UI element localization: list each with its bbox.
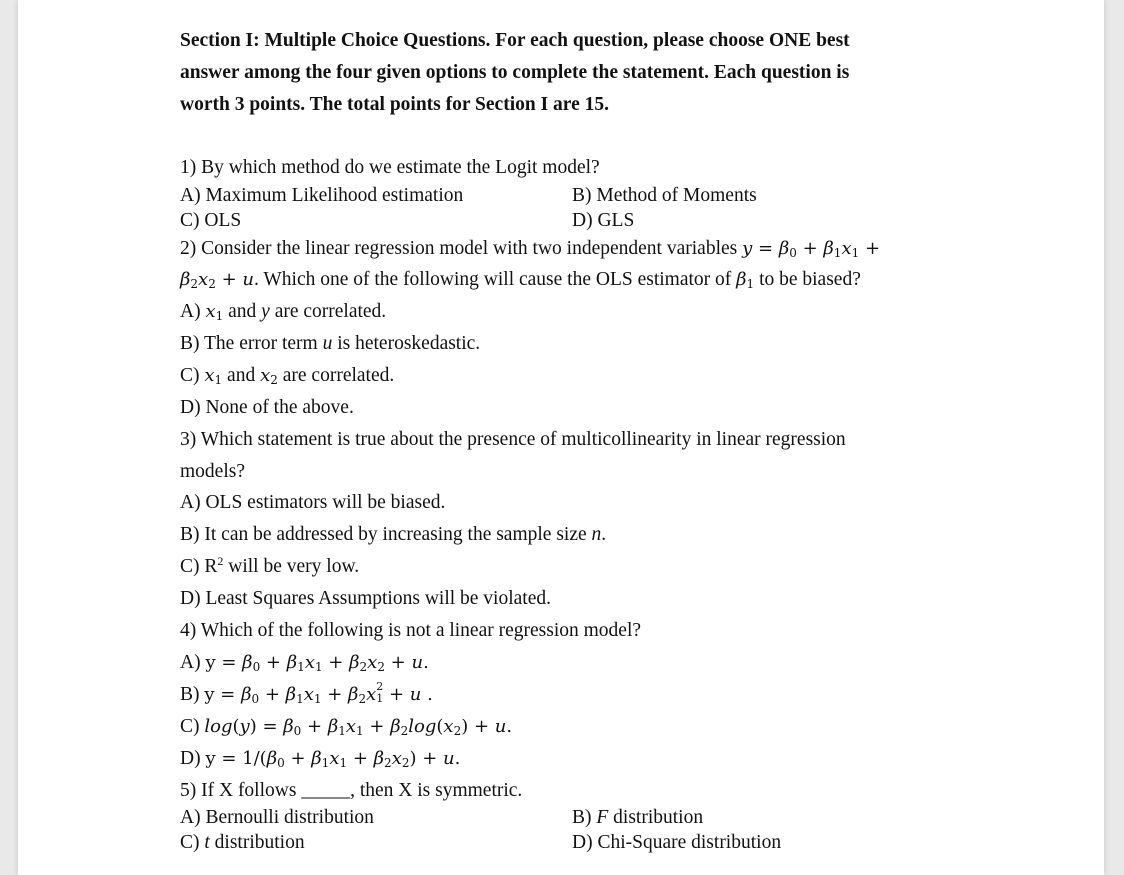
q2-stem-mid: . Which one of the following will cause the OLS estimator of — [253, 269, 737, 290]
q2-option-b: B) The error term u is heteroskedastic. — [180, 333, 481, 354]
q5-option-c: C) t distribution — [180, 832, 305, 853]
q3-option-c: C) $R^2$ will be very low. — [180, 554, 360, 577]
q5-option-b: B) F distribution — [572, 807, 704, 828]
q1-option-d: D) GLS — [572, 210, 635, 231]
q3-stem-line-2: models? — [180, 461, 245, 482]
section-header-line-1: Section I: Multiple Choice Questions. For each question, please choose ONE best — [180, 30, 850, 51]
q4-option-a: A) y = β0 + β1x1 + β2x2 + u. — [180, 652, 429, 674]
q3-option-b: B) It can be addressed by increasing the sample size n. — [180, 524, 607, 545]
q3-stem-line-1: 3) Which statement is true about the presence of multicollinearity in linear regression — [180, 429, 846, 450]
section-header-line-2: answer among the four given options to complete the statement. Each question is — [180, 62, 850, 83]
q2-stem-line-1: 2) Consider the linear regression model with two independent variables y = β0 + β1x1 + — [180, 238, 881, 260]
q4-option-b: B) y = β0 + β1x1 + β2x 2 1 + u . — [180, 680, 433, 706]
q2-stem-line-2: β2x2 + u. Which one of the following will cause the OLS estimator of β1 to be biased? — [180, 269, 861, 291]
q2-equation-part-1: y — [742, 238, 753, 259]
q5-stem: 5) If X follows _____, then X is symmetric. — [180, 780, 523, 801]
section-header-line-3: worth 3 points. The total points for Section I are 15. — [180, 94, 610, 115]
q2-stem-text: 2) Consider the linear regression model with two independent variables — [180, 238, 743, 259]
q2-stem-end: to be biased? — [754, 269, 861, 290]
q5-option-d: D) Chi-Square distribution — [572, 832, 782, 853]
q2-option-d: D) None of the above. — [180, 397, 354, 418]
q5-blank: _____ — [301, 780, 351, 801]
q4-option-d: D) y = 1/(β0 + β1x1 + β2x2) + u. — [180, 748, 461, 770]
q2-option-c: C) x1 and x2 are correlated. — [180, 365, 395, 387]
q1-option-b: B) Method of Moments — [572, 185, 757, 206]
q2-option-a: A) x1 and y are correlated. — [180, 301, 387, 323]
q5-option-a: A) Bernoulli distribution — [180, 807, 374, 828]
q3-option-d: D) Least Squares Assumptions will be violated. — [180, 588, 551, 609]
q1-option-a: A) Maximum Likelihood estimation — [180, 185, 464, 206]
q2-equation-part-2: β — [180, 269, 191, 290]
q4-stem: 4) Which of the following is not a linear regression model? — [180, 620, 642, 641]
q4-option-c: C) log(y) = β0 + β1x1 + β2log(x2) + u. — [180, 716, 513, 738]
q3-option-a: A) OLS estimators will be biased. — [180, 492, 446, 513]
q1-stem: 1) By which method do we estimate the Logit model? — [180, 157, 600, 178]
q1-option-c: C) OLS — [180, 210, 242, 231]
